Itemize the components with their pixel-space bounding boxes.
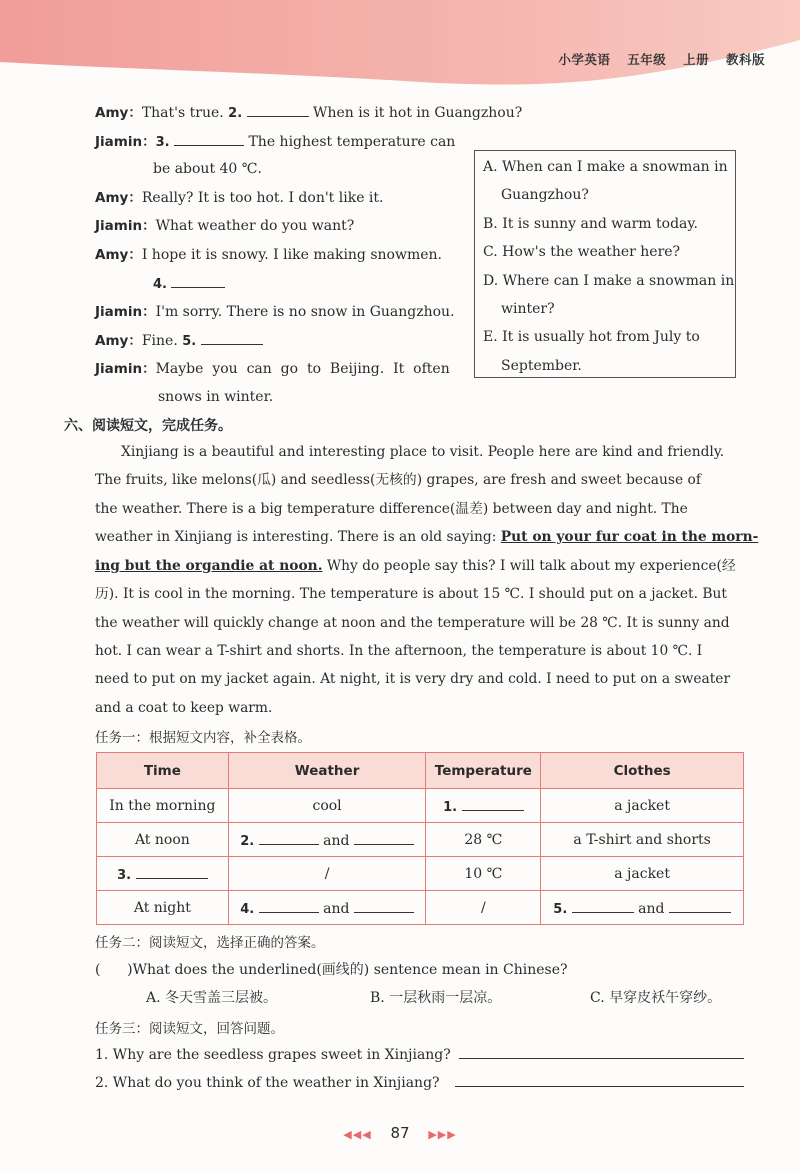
table-cell: a jacket xyxy=(541,789,744,823)
answer-blank[interactable] xyxy=(259,830,319,845)
choice-b: B. 一层秋雨一层凉。 xyxy=(370,990,502,1006)
table-cell: 28 ℃ xyxy=(426,823,541,857)
choice-c: C. 早穿皮袄午穿纱。 xyxy=(590,990,722,1006)
header-info xyxy=(546,50,765,68)
speaker: Jiamin： xyxy=(95,134,156,150)
answer-line[interactable] xyxy=(459,1058,744,1059)
table-cell: In the morning xyxy=(97,789,229,823)
passage-line: 历). It is cool in the morning. The temperature is about 15 ℃. I should put on a jacket. But xyxy=(95,586,727,602)
dialogue-line: Jiamin：3. The highest temperature can xyxy=(95,131,455,153)
answer-blank[interactable] xyxy=(572,898,634,913)
answer-parens[interactable]: ( ) xyxy=(95,962,133,978)
table-cell: 2. and xyxy=(228,823,426,857)
passage-line: need to put on my jacket again. At night, it is very dry and cold. I need to put on a sweater xyxy=(95,671,731,687)
table-row xyxy=(97,823,744,857)
answer-blank[interactable] xyxy=(669,898,731,913)
passage-line: The fruits, like melons(瓜) and seedless(无核的) grapes, are fresh and sweet because of xyxy=(95,472,701,488)
table-cell: 10 ℃ xyxy=(426,857,541,891)
answer-blank[interactable] xyxy=(201,330,263,345)
header-edition: 教科版 xyxy=(725,52,765,67)
option-b: B. It is sunny and warm today. xyxy=(483,216,698,232)
left-arrows-icon: ◀◀◀ xyxy=(343,1128,372,1141)
option-a-cont: Guangzhou? xyxy=(501,187,589,203)
task3-title: 任务三：阅读短文，回答问题。 xyxy=(95,1021,284,1037)
table-cell: At night xyxy=(97,891,229,925)
options-box xyxy=(474,150,736,378)
task2-title: 任务二：阅读短文，选择正确的答案。 xyxy=(95,935,325,951)
table-cell: a jacket xyxy=(541,857,744,891)
option-a: A. When can I make a snowman in xyxy=(483,159,728,175)
task3-question-1: 1. Why are the seedless grapes sweet in Xinjiang? xyxy=(95,1047,451,1063)
header-subject: 小学英语 xyxy=(558,52,611,67)
answer-blank[interactable] xyxy=(171,273,225,288)
dialogue-line: snows in winter. xyxy=(158,389,274,405)
right-arrows-icon: ▶▶▶ xyxy=(428,1128,457,1141)
header-banner xyxy=(0,0,800,95)
dialogue-line: Jiamin：Maybe you can go to Beijing. It often xyxy=(95,361,450,377)
passage-line: Xinjiang is a beautiful and interesting place to visit. People here are kind and friendly. xyxy=(121,444,725,460)
passage-line: the weather. There is a big temperature difference(温差) between day and night. The xyxy=(95,501,688,517)
table-cell: 1. xyxy=(426,789,541,823)
table-cell: cool xyxy=(228,789,426,823)
answer-blank[interactable] xyxy=(462,796,524,811)
answer-blank[interactable] xyxy=(247,102,309,117)
table-header: Temperature xyxy=(426,753,541,789)
passage-line: hot. I can wear a T-shirt and shorts. In the afternoon, the temperature is about 10 ℃. I xyxy=(95,643,703,659)
task3-question-2: 2. What do you think of the weather in Xinjiang? xyxy=(95,1075,440,1091)
table-header: Clothes xyxy=(541,753,744,789)
task2-question: ( )What does the underlined(画线的) sentence mean in Chinese? xyxy=(95,962,568,978)
passage-line: the weather will quickly change at noon and the temperature will be 28 ℃. It is sunny and xyxy=(95,615,730,631)
option-e: E. It is usually hot from July to xyxy=(483,329,700,345)
table-cell: At noon xyxy=(97,823,229,857)
table-cell: 4. and xyxy=(228,891,426,925)
dialogue-line: Amy：I hope it is snowy. I like making snowmen. xyxy=(95,247,442,263)
passage-line: weather in Xinjiang is interesting. There is an old saying: Put on your fur coat in the morn- xyxy=(95,529,759,545)
table-row xyxy=(97,789,744,823)
page-number: 87 xyxy=(390,1124,410,1142)
table-cell: / xyxy=(228,857,426,891)
table-header-row xyxy=(97,753,744,789)
answer-blank[interactable] xyxy=(174,131,244,146)
table-header: Time xyxy=(97,753,229,789)
table-row xyxy=(97,857,744,891)
dialogue-line: 4. xyxy=(153,273,225,295)
table-cell: 3. xyxy=(97,857,229,891)
section-title: 六、阅读短文，完成任务。 xyxy=(64,418,232,434)
option-c: C. How's the weather here? xyxy=(483,244,681,260)
passage-line: and a coat to keep warm. xyxy=(95,700,273,716)
speaker: Amy： xyxy=(95,105,142,121)
answer-blank[interactable] xyxy=(354,830,414,845)
answer-blank[interactable] xyxy=(354,898,414,913)
header-grade: 五年级 xyxy=(627,52,667,67)
answer-blank[interactable] xyxy=(136,864,208,879)
info-table xyxy=(96,752,744,925)
table-row xyxy=(97,891,744,925)
task1-title: 任务一：根据短文内容，补全表格。 xyxy=(95,730,311,746)
dialogue-line: Amy：Really? It is too hot. I don't like it. xyxy=(95,190,384,206)
underlined-saying: ing but the organdie at noon. xyxy=(95,558,323,574)
table-cell: 5. and xyxy=(541,891,744,925)
choice-a: A. 冬天雪盖三层被。 xyxy=(146,990,278,1006)
answer-blank[interactable] xyxy=(259,898,319,913)
header-volume: 上册 xyxy=(683,52,710,67)
option-d-cont: winter? xyxy=(501,301,555,317)
option-e-cont: September. xyxy=(501,358,582,374)
dialogue-line: Jiamin：What weather do you want? xyxy=(95,218,355,234)
answer-line[interactable] xyxy=(455,1086,744,1087)
table-header: Weather xyxy=(228,753,426,789)
dialogue-line: Amy：Fine. 5. xyxy=(95,330,263,352)
table-cell: a T-shirt and shorts xyxy=(541,823,744,857)
dialogue-line: Amy：That's true. 2. When is it hot in Guangzhou? xyxy=(95,102,522,124)
table-cell: / xyxy=(426,891,541,925)
page-footer xyxy=(0,1124,800,1142)
option-d: D. Where can I make a snowman in xyxy=(483,273,735,289)
dialogue-line: Jiamin：I'm sorry. There is no snow in Guangzhou. xyxy=(95,304,455,320)
dialogue-line: be about 40 ℃. xyxy=(153,161,262,177)
passage-line: ing but the organdie at noon. Why do people say this? I will talk about my experience(经 xyxy=(95,558,736,574)
underlined-saying: Put on your fur coat in the morn- xyxy=(500,529,759,545)
